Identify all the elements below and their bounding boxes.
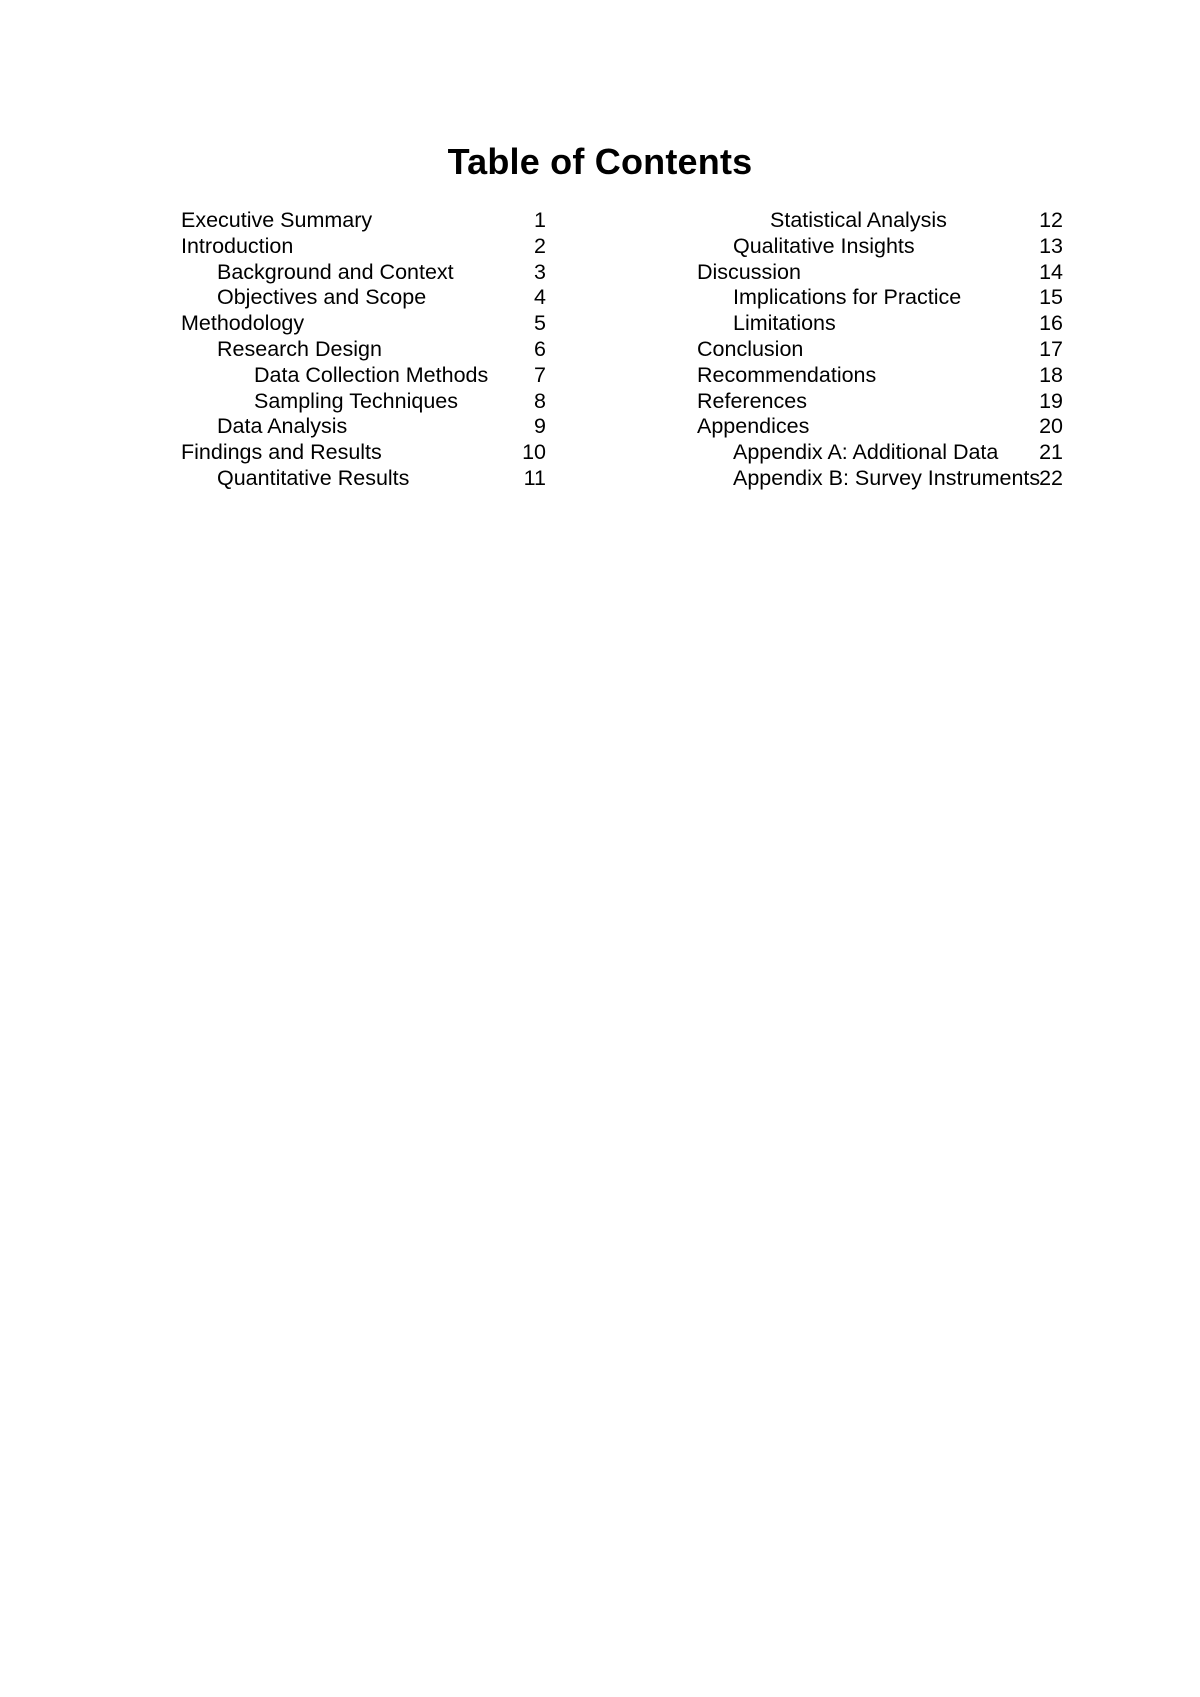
toc-entry-label: Data Collection Methods — [254, 362, 489, 387]
toc-entry-findings-and-results[interactable] — [181, 440, 546, 466]
toc-entry-executive-summary[interactable] — [181, 208, 546, 234]
toc-entry-qualitative-insights[interactable] — [697, 234, 1063, 260]
page-title: Table of Contents — [447, 141, 753, 182]
toc-entry-label: Limitations — [733, 311, 836, 336]
toc-entry-label: Objectives and Scope — [217, 285, 427, 310]
toc-entry-page: 19 — [1039, 388, 1063, 413]
toc-entry-objectives-and-scope[interactable] — [181, 285, 546, 311]
toc-entry-label: Background and Context — [217, 259, 454, 284]
toc-entry-label: Findings and Results — [181, 440, 382, 465]
toc-entry-label: Research Design — [217, 336, 382, 361]
toc-entry-references[interactable] — [697, 389, 1063, 415]
toc-entry-research-design[interactable] — [181, 337, 546, 363]
toc-entry-page: 2 — [534, 233, 546, 258]
toc-entry-page: 18 — [1039, 362, 1063, 387]
toc-entry-page: 5 — [534, 311, 546, 336]
toc-entry-label: Methodology — [181, 311, 305, 336]
toc-entry-page: 9 — [534, 414, 546, 439]
toc-entry-page: 13 — [1039, 233, 1063, 258]
toc-entry-label: Introduction — [181, 233, 294, 258]
toc-entry-page: 22 — [1039, 465, 1063, 490]
toc-entry-introduction[interactable] — [181, 234, 546, 260]
toc-entry-discussion[interactable] — [697, 260, 1063, 286]
toc-entry-appendix-b[interactable] — [697, 466, 1063, 492]
toc-entry-label: Qualitative Insights — [733, 233, 915, 258]
toc-column-left — [181, 208, 546, 492]
toc-entry-label: Executive Summary — [181, 208, 373, 232]
toc-entry-label: Conclusion — [697, 336, 804, 361]
toc-entry-page: 10 — [522, 440, 546, 465]
toc-entry-label: References — [697, 388, 807, 413]
toc-entry-page: 14 — [1039, 259, 1063, 284]
toc-entry-page: 6 — [534, 336, 546, 361]
toc-entry-sampling-techniques[interactable] — [181, 389, 546, 415]
toc-entry-label: Discussion — [697, 259, 801, 284]
toc-entry-label: Appendix B: Survey Instruments — [733, 465, 1041, 490]
toc-entry-appendices[interactable] — [697, 414, 1063, 440]
toc-entry-implications-for-practice[interactable] — [697, 285, 1063, 311]
toc-entry-page: 11 — [523, 465, 546, 490]
toc-entry-page: 3 — [534, 259, 546, 284]
toc-entry-page: 1 — [534, 208, 546, 232]
toc-entry-page: 7 — [534, 362, 546, 387]
toc-entry-recommendations[interactable] — [697, 363, 1063, 389]
toc-entry-page: 17 — [1039, 336, 1063, 361]
toc-entry-page: 15 — [1039, 285, 1063, 310]
toc-entry-limitations[interactable] — [697, 311, 1063, 337]
toc-entry-page: 21 — [1039, 440, 1063, 465]
toc-entry-statistical-analysis[interactable] — [697, 208, 1063, 234]
toc-entry-label: Appendix A: Additional Data — [733, 440, 999, 465]
toc-entry-methodology[interactable] — [181, 311, 546, 337]
toc-entry-conclusion[interactable] — [697, 337, 1063, 363]
toc-entry-label: Data Analysis — [217, 414, 348, 439]
toc-entry-label: Recommendations — [697, 362, 877, 387]
toc-entry-page: 8 — [534, 388, 546, 413]
toc-column-right — [697, 208, 1063, 492]
toc-entry-background-and-context[interactable] — [181, 260, 546, 286]
toc-entry-label: Appendices — [697, 414, 810, 439]
toc-entry-label: Implications for Practice — [733, 285, 962, 310]
toc-entry-page: 12 — [1039, 208, 1063, 232]
toc-entry-page: 16 — [1039, 311, 1063, 336]
toc-entry-data-analysis[interactable] — [181, 414, 546, 440]
toc-entry-quantitative-results[interactable] — [181, 466, 546, 492]
toc-entry-label: Statistical Analysis — [770, 208, 947, 232]
toc-entry-data-collection-methods[interactable] — [181, 363, 546, 389]
toc-entry-label: Quantitative Results — [217, 465, 410, 490]
toc-entry-appendix-a[interactable] — [697, 440, 1063, 466]
toc-entry-page: 4 — [534, 285, 546, 310]
toc-entry-label: Sampling Techniques — [254, 388, 458, 413]
toc-entry-page: 20 — [1039, 414, 1063, 439]
